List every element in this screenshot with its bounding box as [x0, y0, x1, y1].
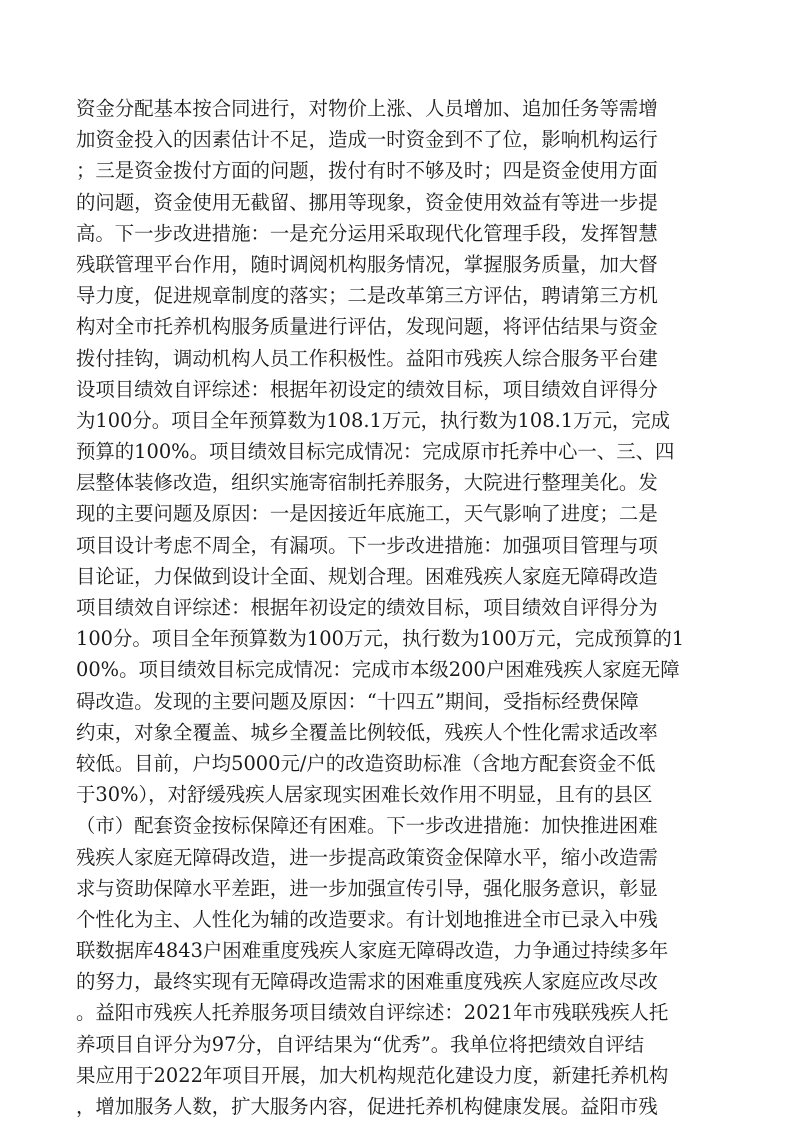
- text-line: 层整体装修改造，组织实施寄宿制托养服务，大院进行整理美化。发: [76, 471, 658, 495]
- text-line: 设项目绩效自评综述：根据年初设定的绩效目标，项目绩效自评得分: [76, 377, 658, 401]
- text-line: 联数据库4843户困难重度残疾人家庭无障碍改造，力争通过持续多年: [76, 939, 669, 963]
- text-line: 项目绩效自评综述：根据年初设定的绩效目标，项目绩效自评得分为: [76, 596, 658, 619]
- text-line: ，增加服务人数，扩大服务内容，促进托养机构健康发展。益阳市残: [76, 1095, 658, 1118]
- text-line: 资金分配基本按合同进行，对物价上涨、人员增加、追加任务等需增: [76, 97, 658, 120]
- text-line: 约束，对象全覆盖、城乡全覆盖比例较低，残疾人个性化需求适改率: [76, 720, 658, 744]
- text-line: 目论证，力保做到设计全面、规划合理。困难残疾人家庭无障碍改造: [76, 564, 658, 588]
- text-line: 预算的100%。项目绩效目标完成情况：完成原市托养中心一、三、四: [76, 440, 675, 464]
- text-line: 的努力，最终实现有无障碍改造需求的困难重度残疾人家庭应改尽改: [76, 970, 658, 994]
- text-line: 碍改造。发现的主要问题及原因：“十四五”期间，受指标经费保障: [76, 689, 639, 713]
- text-line: 残联管理平台作用，随时调阅机构服务情况，掌握服务质量，加大督: [76, 252, 658, 276]
- text-line: 。益阳市残疾人托养服务项目绩效自评综述：2021年市残联残疾人托: [76, 1001, 669, 1025]
- text-line: 为100分。项目全年预算数为108.1万元，执行数为108.1万元，完成: [76, 408, 671, 432]
- text-line: ；三是资金拨付方面的问题，拨付有时不够及时；四是资金使用方面: [76, 159, 658, 183]
- text-line: 残疾人家庭无障碍改造，进一步提高政策资金保障水平，缩小改造需: [76, 845, 658, 869]
- text-line: 拨付挂钩，调动机构人员工作积极性。益阳市残疾人综合服务平台建: [76, 346, 658, 370]
- text-line: 00%。项目绩效目标完成情况：完成市本级200户困难残疾人家庭无障: [76, 658, 680, 682]
- text-line: 100分。项目全年预算数为100万元，执行数为100万元，完成预算的1: [76, 627, 685, 651]
- text-line: 求与资助保障水平差距，进一步加强宣传引导，强化服务意识，彰显: [76, 876, 658, 900]
- text-line: 果应用于2022年项目开展，加大机构规范化建设力度，新建托养机构: [76, 1063, 669, 1087]
- text-line: 个性化为主、人性化为辅的改造要求。有计划地推进全市已录入中残: [76, 907, 658, 931]
- text-line: 构对全市托养机构服务质量进行评估，发现问题，将评估结果与资金: [76, 315, 658, 339]
- text-line: 现的主要问题及原因：一是因接近年底施工，天气影响了进度；二是: [76, 502, 658, 526]
- text-line: 较低。目前，户均5000元/户的改造资助标准（含地方配套资金不低: [76, 751, 656, 775]
- text-line: （市）配套资金按标保障还有困难。下一步改进措施：加快推进困难: [76, 814, 658, 838]
- text-line: 导力度，促进规章制度的落实；二是改革第三方评估，聘请第三方机: [76, 284, 658, 308]
- text-line: 项目设计考虑不周全，有漏项。下一步改进措施：加强项目管理与项: [76, 533, 658, 557]
- text-line: 加资金投入的因素估计不足，造成一时资金到不了位，影响机构运行: [76, 128, 658, 152]
- text-line: 高。下一步改进措施：一是充分运用采取现代化管理手段，发挥智慧: [76, 221, 658, 245]
- text-line: 养项目自评分为97分，自评结果为“优秀”。我单位将把绩效自评结: [76, 1032, 645, 1056]
- text-line: 的问题，资金使用无截留、挪用等现象，资金使用效益有等进一步提: [76, 190, 658, 214]
- text-line: 于30%），对舒缓残疾人居家现实困难长效作用不明显，且有的县区: [76, 783, 653, 807]
- body-text: [76, 93, 726, 1122]
